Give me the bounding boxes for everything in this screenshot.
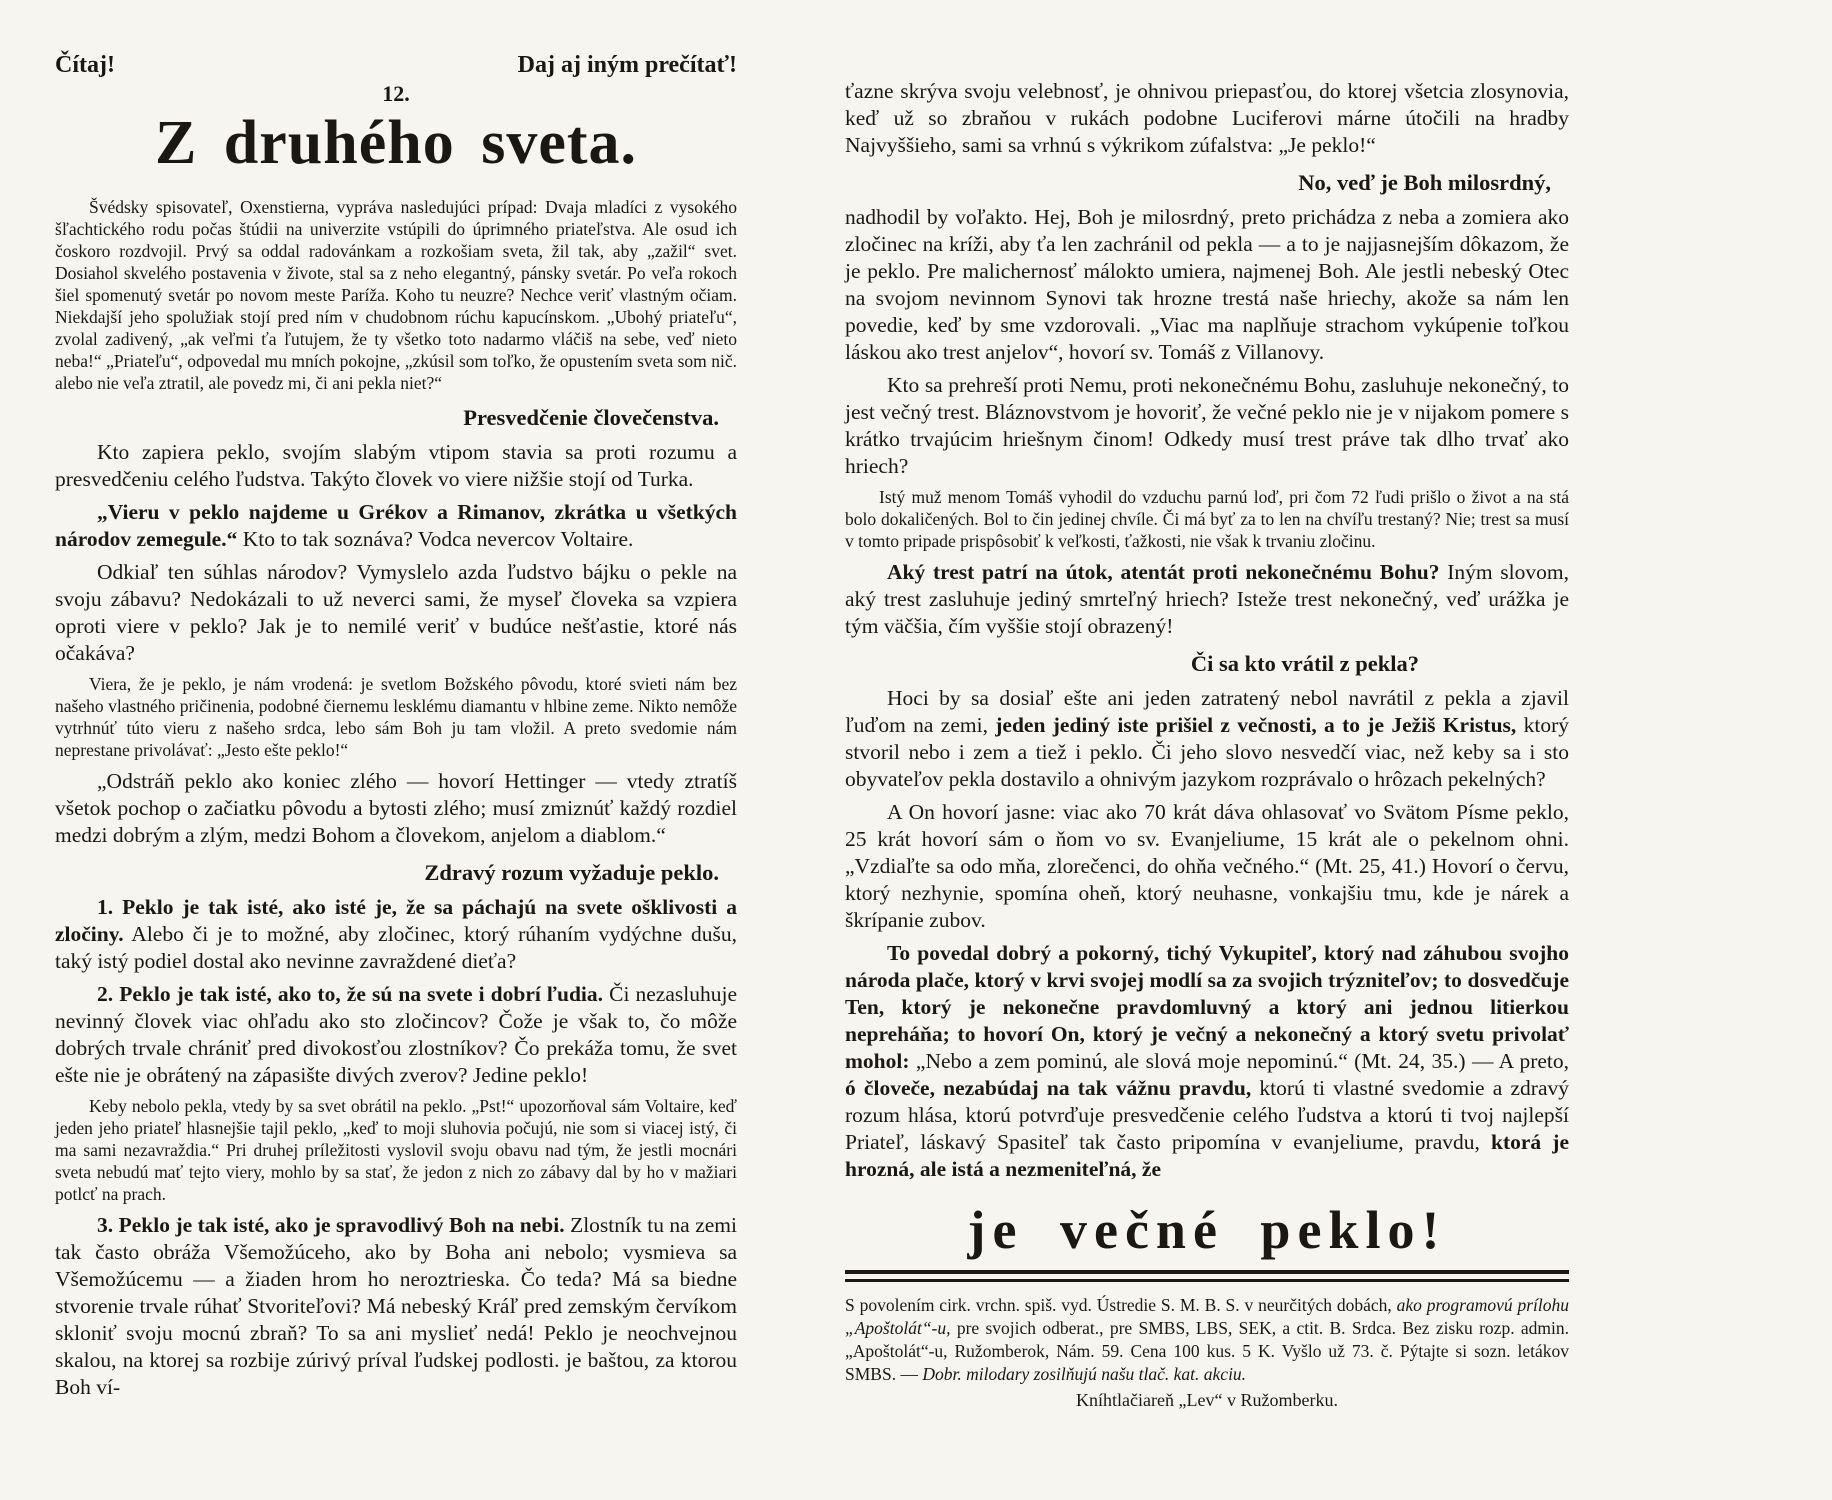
footnote-paragraph: Keby nebolo pekla, vtedy by sa svet obrátil na peklo. „Pst!“ upozorňoval sám Voltaire, keď jeden jeho priateľ hlasnejšie tajil peklo, „keď to moji sluhovia počujú, nie som si viacej istý, či ma sami nezavraždia.“ Pri druhej príležitosti vyslovil svoju obavu nad tým, že jestli mocnári sveta nebudú mať tejto viery, mohlo by sa stať, že jedon z nich zo zábavy dal by ho v mažiari potlcť na prach.	[55, 1096, 737, 1205]
section-heading-returned: Či sa kto vrátil z pekla?	[1190, 651, 1419, 676]
read-label: Čítaj!	[55, 52, 115, 78]
paragraph	[845, 559, 1569, 640]
text-segment: pre svojich odberat., pre SMBS, LBS, SEK, a ctit. B. Srdca. Bez zisku rozp. admin. „Apoštolát“-u, Ružomberok, Nám. 59. Cena 100 kus. 5 K. Vyšlo už 73. č. Pýtajte si sozn. letákov SMBS. —	[845, 1318, 1569, 1385]
text-segment: Alebo či je to možné, aby zločinec, ktorý rúhaním vydýchne dušu, taký istý podiel dostal ako nevinne zavraždené dieťa?	[55, 922, 737, 974]
paragraph: ťazne skrýva svoju velebnosť, je ohnivou priepasťou, do ktorej všetcia zlosynovia, keď už so zbraňou v rukách podobne Luciferovi márne útočili na hradby Najvyššieho, sami sa vrhnú s výkrikom zúfalstva: „Je peklo!“	[845, 79, 1569, 157]
text-segment: Aký trest patrí na útok, atentát proti nekonečnému Bohu?	[887, 560, 1440, 584]
text-segment: jeden jediný iste prišiel z večnosti, a to je Ježiš Kristus,	[995, 713, 1517, 737]
paragraph: A On hovorí jasne: viac ako 70 krát dáva ohlasovať vo Svätom Písme peklo, 25 krát hovorí sám o ňom vo sv. Evanjeliume, 15 krát ale o pekelnom ohni. „Vzdiaľte sa odo mňa, zlorečenci, do ohňa večného.“ (Mt. 25, 41.) Hovorí o červu, ktorý nezhynie, spomína oheň, ktorý neuhasne, vonkajšiu tmu, kde je nárek a škrípanie zubov.	[845, 800, 1569, 932]
printer-line: Kníhtlačiareň „Lev“ v Ružomberku.	[1076, 1390, 1338, 1411]
text-segment: 1. Peklo je tak isté, ako isté je, že sa páchajú na svete ošklivosti a zločiny.	[55, 895, 737, 947]
paragraph	[845, 685, 1569, 793]
text-segment: ktorú ti vlastné svedomie a zdravý rozum hlása, ktorú potvrďuje presvedčenie celého ľudstva a ktorú ti tvoj najlepší Priateľ, láskavý Spasiteľ tak často pripomína v evanjeliume, pravdu,	[845, 1076, 1569, 1154]
text-segment: S povolením cirk. vrchn. spiš. vyd. Ústredie S. M. B. S. v neurčitých dobách,	[845, 1295, 1397, 1316]
imprint-paragraph	[845, 1294, 1569, 1386]
text-segment: Dobr. milodary zosilňujú našu tlač. kat. akciu.	[922, 1364, 1247, 1385]
paragraph: Kto zapiera peklo, svojím slabým vtipom stavia sa proti rozumu a presvedčeniu celého ľudstva. Takýto človek vo viere nižšie stojí od Turka.	[55, 440, 737, 492]
double-rule	[845, 1270, 1569, 1282]
text-segment: „Nebo a zem pominú, ale slová moje nepominú.“ (Mt. 24, 35.) — A preto,	[915, 1049, 1569, 1073]
text-segment: Iným slovom, aký trest zasluhuje jediný smrteľný hriech? Isteže trest nekonečný, veď urážka je tým väčšia, čím vyššie stojí obrazený!	[845, 560, 1569, 638]
paragraph	[845, 940, 1569, 1183]
left-column	[55, 52, 737, 1500]
text-segment: Hoci by sa dosiaľ ešte ani jeden zatratený nebol navrátil z pekla a zjavil ľuďom na zemi,	[845, 686, 1569, 737]
text-segment: To povedal dobrý a pokorný, tichý Vykupiteľ, ktorý nad záhubou svojho národa plače, ktorý v krvi svojej modlí sa za svojich trýzniteľov; to dosvedčuje Ten, ktorý je nekonečne pravdomluvný a ktorý ani jednou litierkou nepreháňa; to hovorí On, ktorý je večný a nekonečný a ktorý svetu privolať mohol:	[845, 941, 1569, 1073]
paragraph	[55, 981, 737, 1089]
paragraph	[55, 499, 737, 553]
paragraph	[55, 1212, 737, 1401]
share-label: Daj aj iným prečítať!	[517, 52, 737, 78]
masthead	[55, 52, 737, 79]
text-segment: 2. Peklo je tak isté, ako to, že sú na svete i dobrí ľudia.	[97, 982, 604, 1007]
section-heading-merciful: No, veď je Boh milosrdný,	[1298, 170, 1551, 195]
paragraph: Odkiaľ ten súhlas národov? Vymyslelo azda ľudstvo bájku o pekle na svoju zábavu? Nedokázali to už neverci sami, že myseľ človeka sa vzpiera oproti viere v peklo? Jak je to nemilé veriť v budúce nešťastie, ktoré nás očakáva?	[55, 560, 737, 666]
intro-paragraph: Švédsky spisovateľ, Oxenstierna, vypráva nasledujúci prípad: Dvaja mladíci z vysokého šľachtického rodu počas štúdii na univerzite vstúpili do úprimného priateľstva. Ale osud ich čoskoro rozdvojil. Prvý sa oddal radovánkam a rozkošiam sveta, žil tak, aby „zažil“ svet. Dosiahol skvelého postavenia v živote, stal sa z neho elegantný, pánsky svetár. Po veľa rokoch šiel spomenutý svetár po novom meste Paríža. Koho tu neuzre? Nechce veriť vlastným očiam. Niekdajší jeho spolužiak stojí pred ním v chudobnom rúchu kapucínskom. „Ubohý priateľu“, zvolal zadivený, „ak veľmi ťa ľutujem, že ty všetko toto nadarmo vláčiš na sebe, veď nieto neba!“ „Priateľu“, odpovedal mu mních pokojne, „zkúsil som toľko, že opustením sveta som nič. alebo nie veľa ztratil, ale povedz mi, či ani pekla niet?“	[55, 197, 737, 394]
text-segment: ktorá je hrozná, ale istá a nezmeniteľná, že	[845, 1130, 1569, 1181]
paragraph: Kto sa prehreší proti Nemu, proti nekonečnému Bohu, zasluhuje nekonečný, to jest večný trest. Bláznovstvom je hovoriť, že večné peklo nie je v nijakom pomere s krátko trvajúcim hriešnym činom! Odkedy musí trest práve tak dlho trvať ako hriech?	[845, 373, 1569, 478]
section-heading-conviction: Presvedčenie človečenstva.	[463, 405, 719, 431]
paragraph	[55, 894, 737, 975]
footnote-paragraph: Istý muž menom Tomáš vyhodil do vzduchu parnú loď, pri čom 72 ľudi prišlo o život a na stá bolo dokaličených. Bol to čin jedinej chvíle. Či má byť za to len na chvíľu trestaný? Nie; trest sa musí v tomto pripade prispôsobiť k veľkosti, ťažkosti, nie však k trvaniu zločinu.	[845, 487, 1569, 551]
text-segment: ako programovú prílohu „Apoštolát“-u,	[845, 1295, 1569, 1339]
display-slogan: je večné peklo!	[967, 1200, 1447, 1260]
text-segment: ó človeče, nezabúdaj na tak vážnu pravdu,	[845, 1076, 1252, 1100]
issue-number: 12.	[382, 81, 410, 106]
text-segment: Zlostník tu na zemi tak často obráža Všemožúceho, ako by Boha ani nebolo; vysmieva sa Všemožúcemu — a žiaden hrom ho neroztrieska. Čo teda? Má sa biedne stvorenie trvale rúhať Stvoriteľovi? Má nebeský Kráľ pred zemským červíkom skloniť svoju mocnú zbraň? To sa ani myslieť nedá! Peklo je neochvejnou skalou, na ktorej sa rozbije zúrivý príval ľudskej podlosti. je baštou, za ktorou Boh ví-	[55, 1213, 737, 1400]
text-segment: ktorý stvoril nebo i zem a tiež i peklo. Či jeho slovo nesvedčí viac, než keby sa i sto obyvateľov pekla dostavilo a ohnivým jazykom rozprávalo o hrôzach pekelných?	[845, 713, 1569, 791]
paragraph: nadhodil by voľakto. Hej, Boh je milosrdný, preto prichádza z neba a zomiera ako zločinec na kríži, aby ťa len zachránil od pekla — a to je najjasnejším dôkazom, že je peklo. Pre malichernosť málokto umiera, najmenej Boh. Ale jestli nebeský Otec na svojom nevinnom Synovi tak hrozne trestá naše hriechy, akože sa nám len povedie, keď by sme vzdorovali. „Viac ma naplňuje strachom vykúpenie toľkou láskou ako trest anjelov“, hovorí sv. Tomáš z Villanovy.	[845, 205, 1569, 364]
paragraph: „Odstráň peklo ako koniec zlého — hovorí Hettinger — vtedy ztratíš všetok pochop o začiatku pôvodu a bytosti zlého; musí zmiznúť každý rozdiel medzi dobrým a zlým, medzi Bohom a človekom, anjelom a diablom.“	[55, 769, 737, 848]
text-segment: Kto to tak soznáva? Vodca nevercov Voltaire.	[237, 527, 634, 552]
text-segment: Či nezasluhuje nevinný človek viac ohľadu ako sto zločincov? Čože je však to, čo môže dobrých trvale chrániť pred divokosťou zlostníkov? Čo prekáža tomu, že svet ešte nie je obrátený na zápasište divých zverov? Jedine peklo!	[55, 982, 737, 1088]
footnote-paragraph: Viera, že je peklo, je nám vrodená: je svetlom Božského pôvodu, ktoré svieti nám bez našeho vlastného pričinenia, podobné čiernemu lesklému diamantu v hlbine zeme. Nikto nemôže vytrhnúť túto vieru z našeho srdca, lebo sám Boh ju tam vložil. A preto svedomie nám neprestane privolávať: „Jesto ešte peklo!“	[55, 674, 737, 761]
text-segment: „Vieru v peklo najdeme u Grékov a Rimanov, zkrátka u všetkých národov zemegule.“	[55, 500, 737, 552]
section-heading-reason: Zdravý rozum vyžaduje peklo.	[424, 860, 719, 886]
page-title: Z druhého sveta.	[154, 109, 638, 177]
text-segment: 3. Peklo je tak isté, ako je spravodlivý Boh na nebi.	[97, 1213, 565, 1238]
right-column	[845, 52, 1569, 1500]
